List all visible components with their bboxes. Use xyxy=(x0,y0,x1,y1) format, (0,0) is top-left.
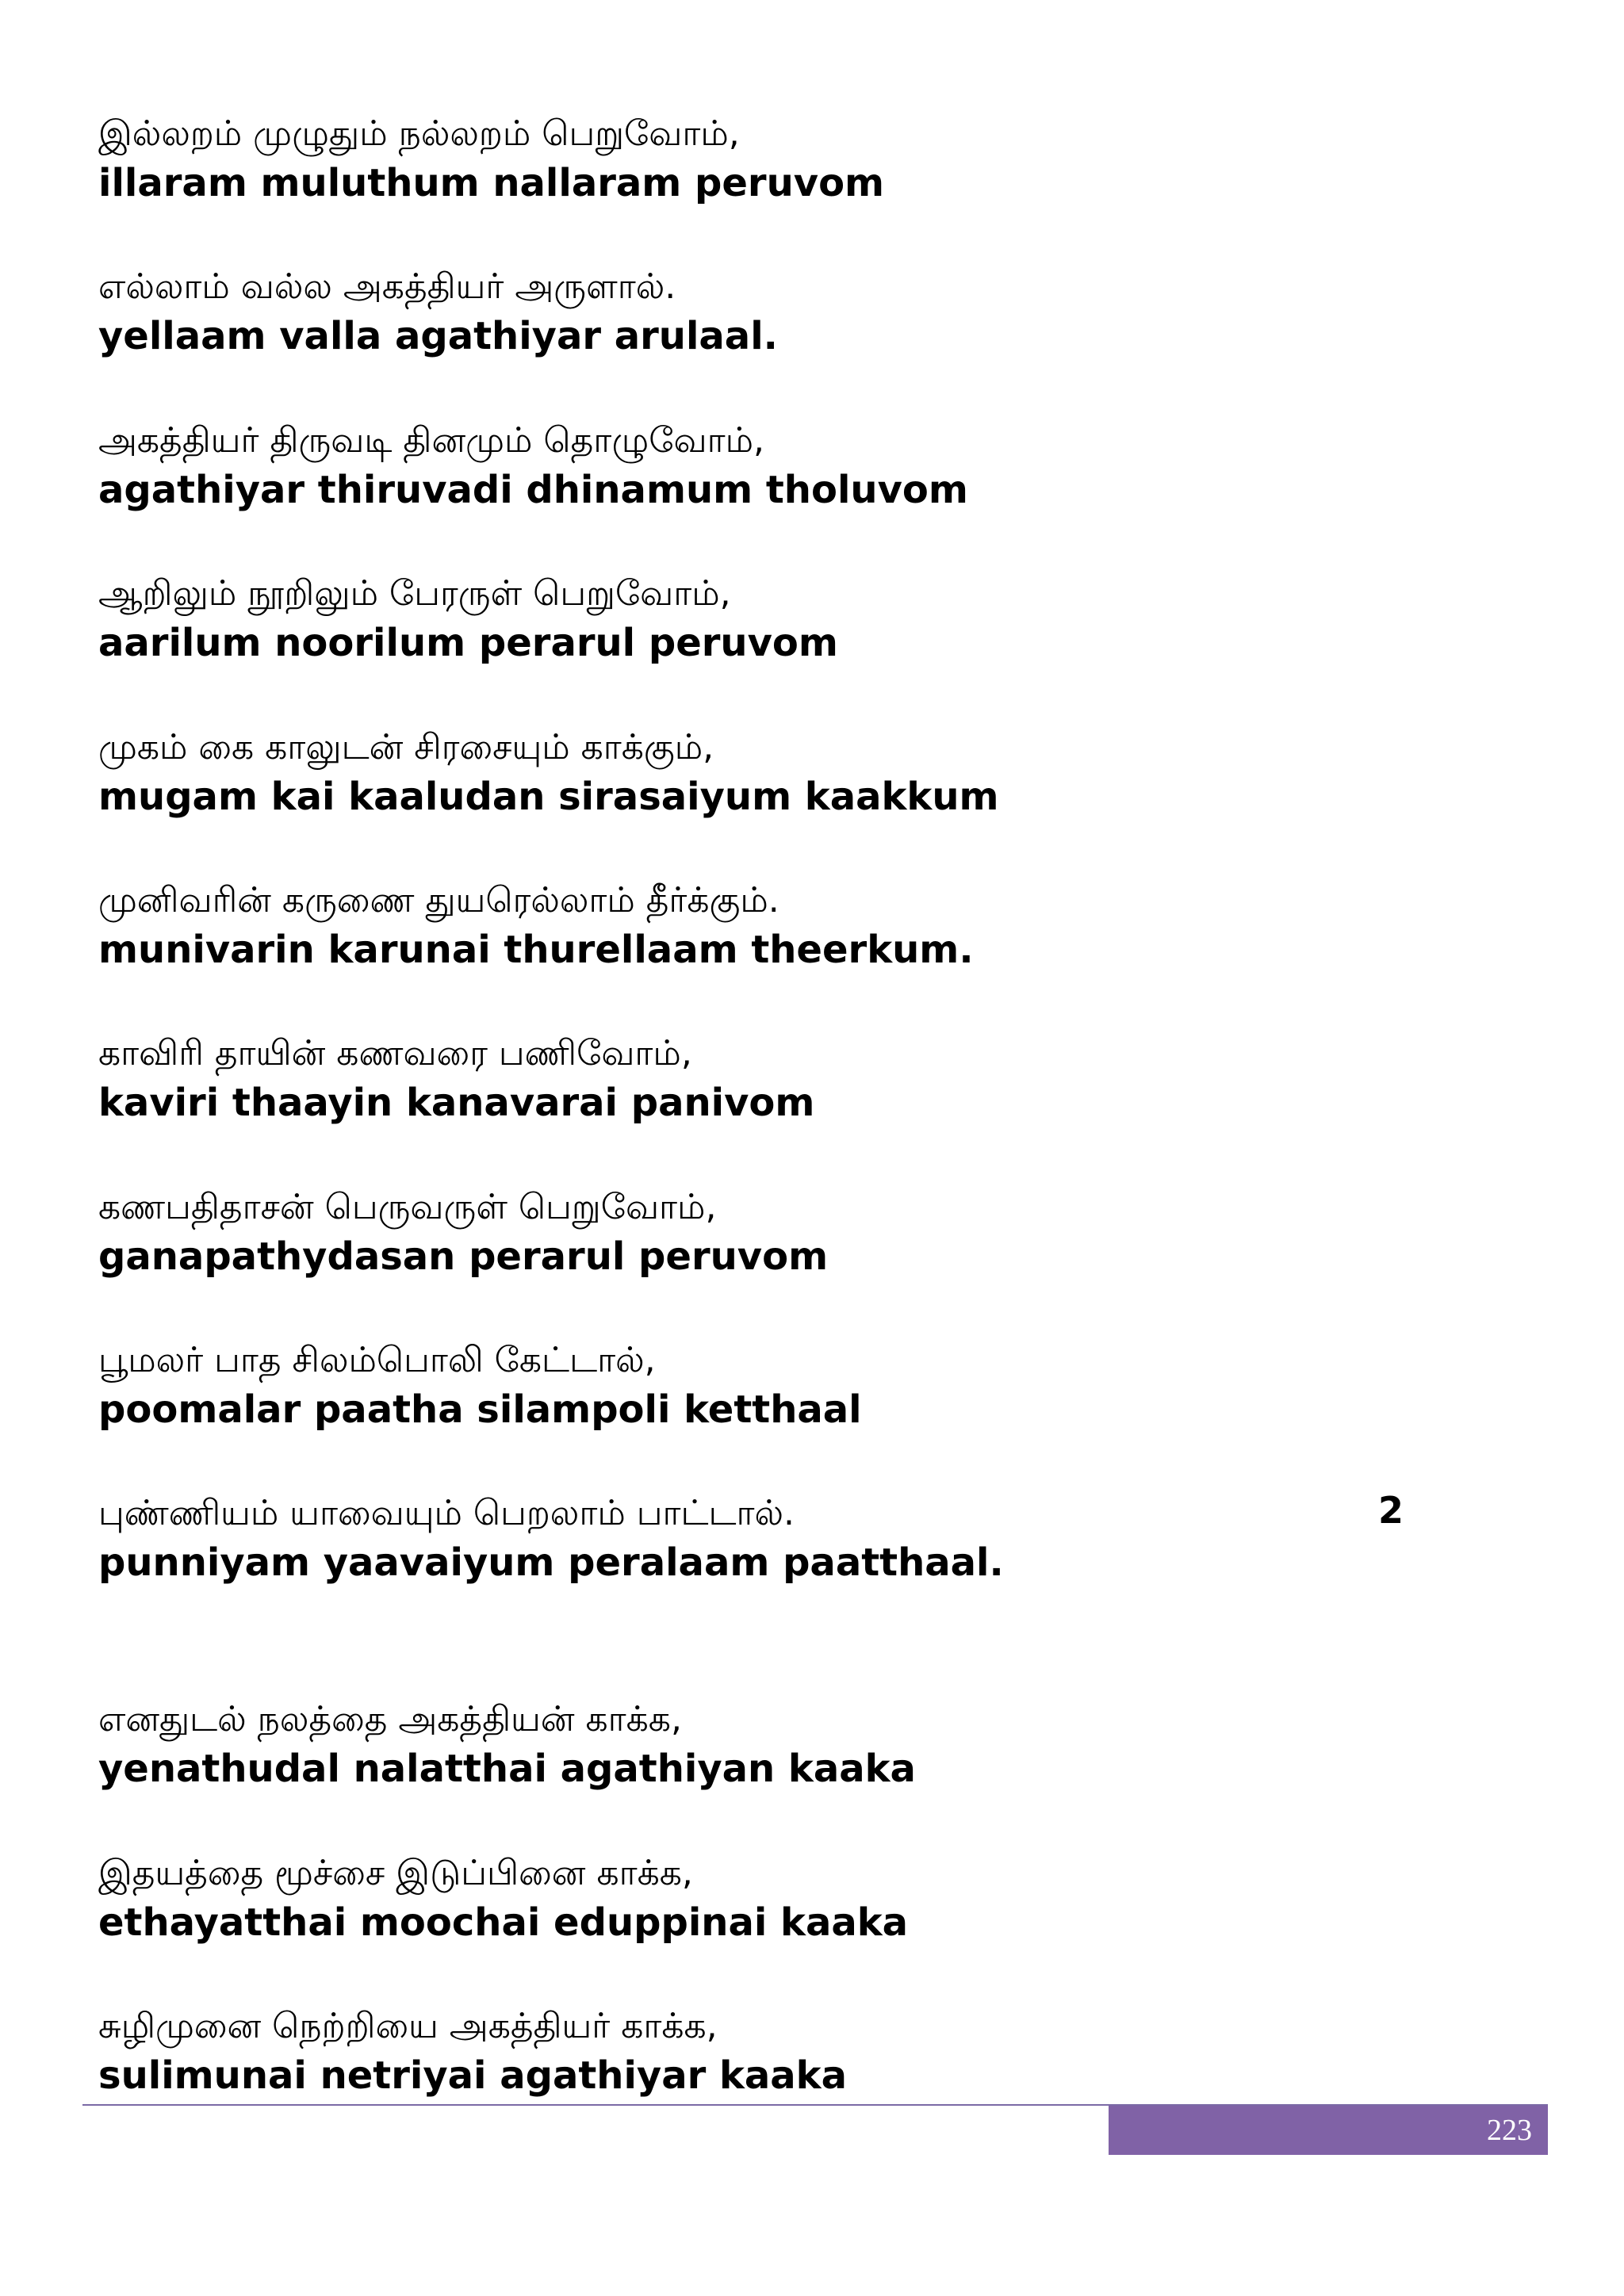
verse-8 xyxy=(98,1184,1446,1281)
verse-tamil-line: அகத்தியர் திருவடி தினமும் தொழுவோம், xyxy=(98,420,764,461)
verse-transliteration-line: punniyam yaavaiyum peralaam paatthaal. xyxy=(98,1540,1004,1585)
verse-transliteration-line: yellaam valla agathiyar arulaal. xyxy=(98,314,778,358)
verse-transliteration-line: agathiyar thiruvadi dhinamum tholuvom xyxy=(98,468,968,512)
verse-tamil-line: புண்ணியம் யாவையும் பெறலாம் பாட்டால். xyxy=(98,1493,795,1533)
verse-1 xyxy=(98,111,1446,208)
verse-11 xyxy=(98,1697,1446,1793)
page-number: 223 xyxy=(1487,2114,1532,2147)
verse-10 xyxy=(98,1490,1446,1587)
verse-tamil-line: ஆறிலும் நூறிலும் பேரருள் பெறுவோம், xyxy=(98,573,731,614)
verse-13 xyxy=(98,2003,1446,2100)
verse-tamil-line: கணபதிதாசன் பெருவருள் பெறுவோம், xyxy=(98,1187,717,1227)
verse-tamil-line: எனதுடல் நலத்தை அகத்தியன் காக்க, xyxy=(98,1699,682,1739)
verse-5 xyxy=(98,725,1446,821)
stanza-number: 2 xyxy=(1378,1489,1404,1532)
verse-tamil-line: முகம் கை காலுடன் சிரசையும் காக்கும், xyxy=(98,727,714,767)
verse-transliteration-line: poomalar paatha silampoli ketthaal xyxy=(98,1387,862,1432)
verse-tamil-line: பூமலர் பாத சிலம்பொலி கேட்டால், xyxy=(98,1340,656,1380)
verse-4 xyxy=(98,571,1446,668)
verse-transliteration-line: mugam kai kaaludan sirasaiyum kaakkum xyxy=(98,775,999,819)
verse-7 xyxy=(98,1031,1446,1127)
verse-transliteration-line: ganapathydasan perarul peruvom xyxy=(98,1234,829,1279)
verse-6 xyxy=(98,878,1446,974)
verse-transliteration-line: sulimunai netriyai agathiyar kaaka xyxy=(98,2053,847,2098)
verse-tamil-line: காவிரி தாயின் கணவரை பணிவோம், xyxy=(98,1033,692,1073)
verse-transliteration-line: illaram muluthum nallaram peruvom xyxy=(98,161,885,205)
page-number-box xyxy=(1109,2106,1548,2155)
verse-tamil-line: இதயத்தை மூச்சை இடுப்பினை காக்க, xyxy=(98,1853,693,1893)
verse-transliteration-line: aarilum noorilum perarul peruvom xyxy=(98,621,838,665)
verse-transliteration-line: munivarin karunai thurellaam theerkum. xyxy=(98,928,974,972)
verse-12 xyxy=(98,1850,1446,1947)
verse-9 xyxy=(98,1337,1446,1434)
verse-transliteration-line: yenathudal nalatthai agathiyan kaaka xyxy=(98,1747,916,1791)
verse-tamil-line: முனிவரின் கருணை துயரெல்லாம் தீர்க்கும். xyxy=(98,880,779,920)
verse-2 xyxy=(98,264,1446,361)
verse-3 xyxy=(98,418,1446,515)
verse-tamil-line: எல்லாம் வல்ல அகத்தியர் அருளால். xyxy=(98,266,676,307)
verse-transliteration-line: ethayatthai moochai eduppinai kaaka xyxy=(98,1900,909,1945)
verse-transliteration-line: kaviri thaayin kanavarai panivom xyxy=(98,1081,815,1125)
verse-tamil-line: இல்லறம் முழுதும் நல்லறம் பெறுவோம், xyxy=(98,113,740,154)
verse-tamil-line: சுழிமுனை நெற்றியை அகத்தியர் காக்க, xyxy=(98,2006,718,2046)
